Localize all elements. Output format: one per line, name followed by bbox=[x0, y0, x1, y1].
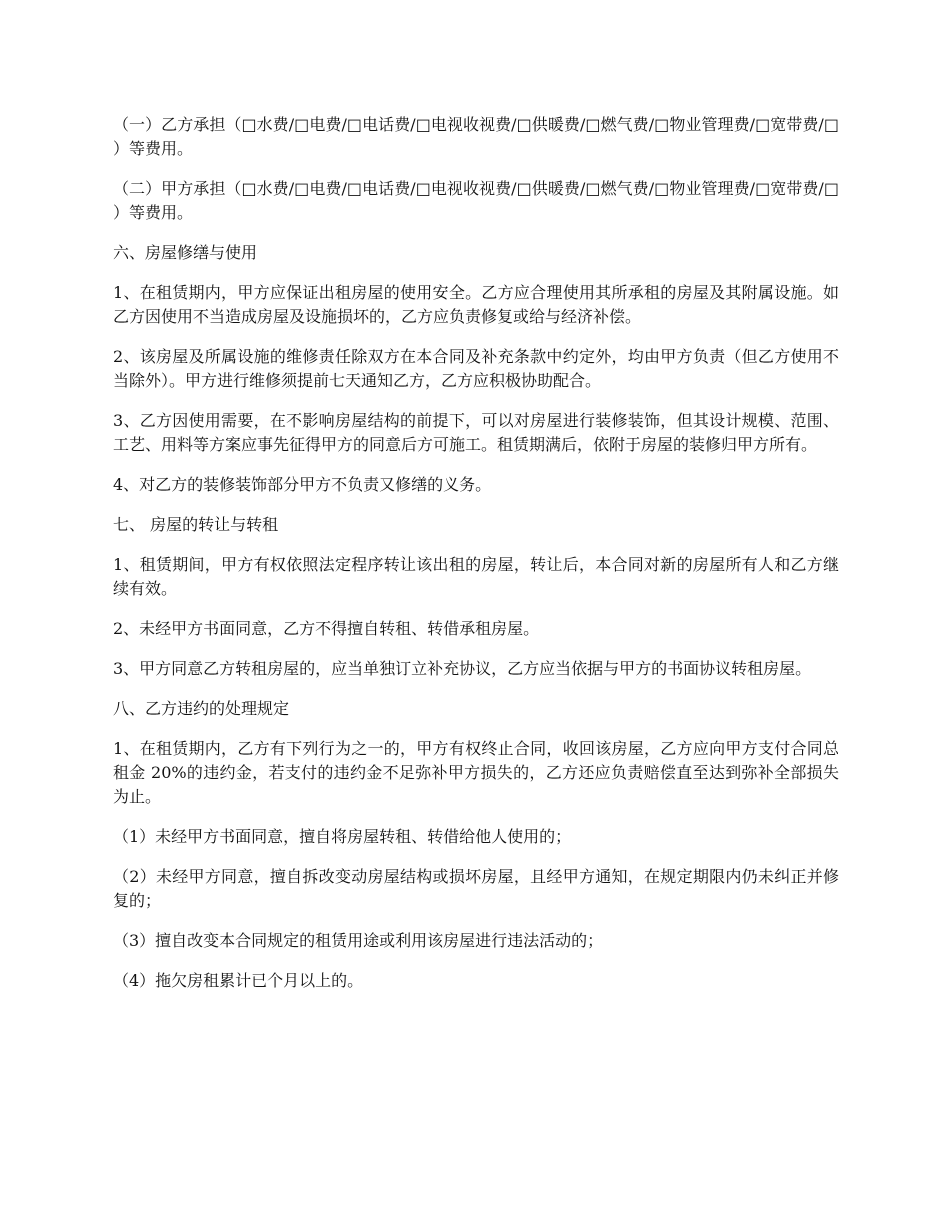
clause-breach-item-2: （2）未经甲方同意，擅自拆改变动房屋结构或损坏房屋，且经甲方通知，在规定期限内仍未纠正并修复的； bbox=[113, 867, 839, 910]
clause-transfer-1: 1、租赁期间，甲方有权依照法定程序转让该出租的房屋，转让后，本合同对新的房屋所有人和乙方继续有效。 bbox=[113, 555, 839, 598]
section-heading-transfer: 七、 房屋的转让与转租 bbox=[113, 515, 279, 534]
clause-landlord-fees: （二）甲方承担（□水费/□电费/□电话费/□电视收视费/□供暖费/□燃气费/□物业管理费/□宽带费/□ ）等费用。 bbox=[113, 179, 839, 222]
clause-repair-2: 2、该房屋及所属设施的维修责任除双方在本合同及补充条款中约定外，均由甲方负责（但乙方使用不当除外）。甲方进行维修须提前七天通知乙方，乙方应积极协助配合。 bbox=[113, 347, 839, 390]
clause-repair-1: 1、在租赁期内，甲方应保证出租房屋的使用安全。乙方应合理使用其所承租的房屋及其附属设施。如乙方因使用不当造成房屋及设施损坏的，乙方应负责修复或给与经济补偿。 bbox=[113, 283, 839, 326]
clause-repair-3: 3、乙方因使用需要，在不影响房屋结构的前提下，可以对房屋进行装修装饰，但其设计规模、范围、工艺、用料等方案应事先征得甲方的同意后方可施工。租赁期满后，依附于房屋的装修归甲方所有。 bbox=[113, 411, 839, 454]
section-heading-repair: 六、房屋修缮与使用 bbox=[113, 243, 258, 262]
clause-breach-item-3: （3）擅自改变本合同规定的租赁用途或利用该房屋进行违法活动的； bbox=[113, 931, 604, 950]
section-heading-breach: 八、乙方违约的处理规定 bbox=[113, 699, 290, 718]
clause-repair-4: 4、对乙方的装修装饰部分甲方不负责又修缮的义务。 bbox=[113, 475, 492, 494]
clause-breach-1: 1、在租赁期内，乙方有下列行为之一的，甲方有权终止合同，收回该房屋，乙方应向甲方支付合同总租金 20%的违约金，若支付的违约金不足弥补甲方损失的，乙方还应负责赔偿直至达到弥补全部损失为止。 bbox=[113, 739, 839, 806]
document-body bbox=[113, 113, 839, 1009]
clause-breach-item-1: （1）未经甲方书面同意，擅自将房屋转租、转借给他人使用的； bbox=[113, 827, 572, 846]
clause-transfer-3: 3、甲方同意乙方转租房屋的，应当单独订立补充协议，乙方应当依据与甲方的书面协议转租房屋。 bbox=[113, 659, 812, 678]
clause-transfer-2: 2、未经甲方书面同意，乙方不得擅自转租、转借承租房屋。 bbox=[113, 619, 540, 638]
clause-breach-item-4: （4）拖欠房租累计已个月以上的。 bbox=[113, 971, 364, 990]
clause-tenant-fees: （一）乙方承担（□水费/□电费/□电话费/□电视收视费/□供暖费/□燃气费/□物业管理费/□宽带费/□ ）等费用。 bbox=[113, 115, 839, 158]
